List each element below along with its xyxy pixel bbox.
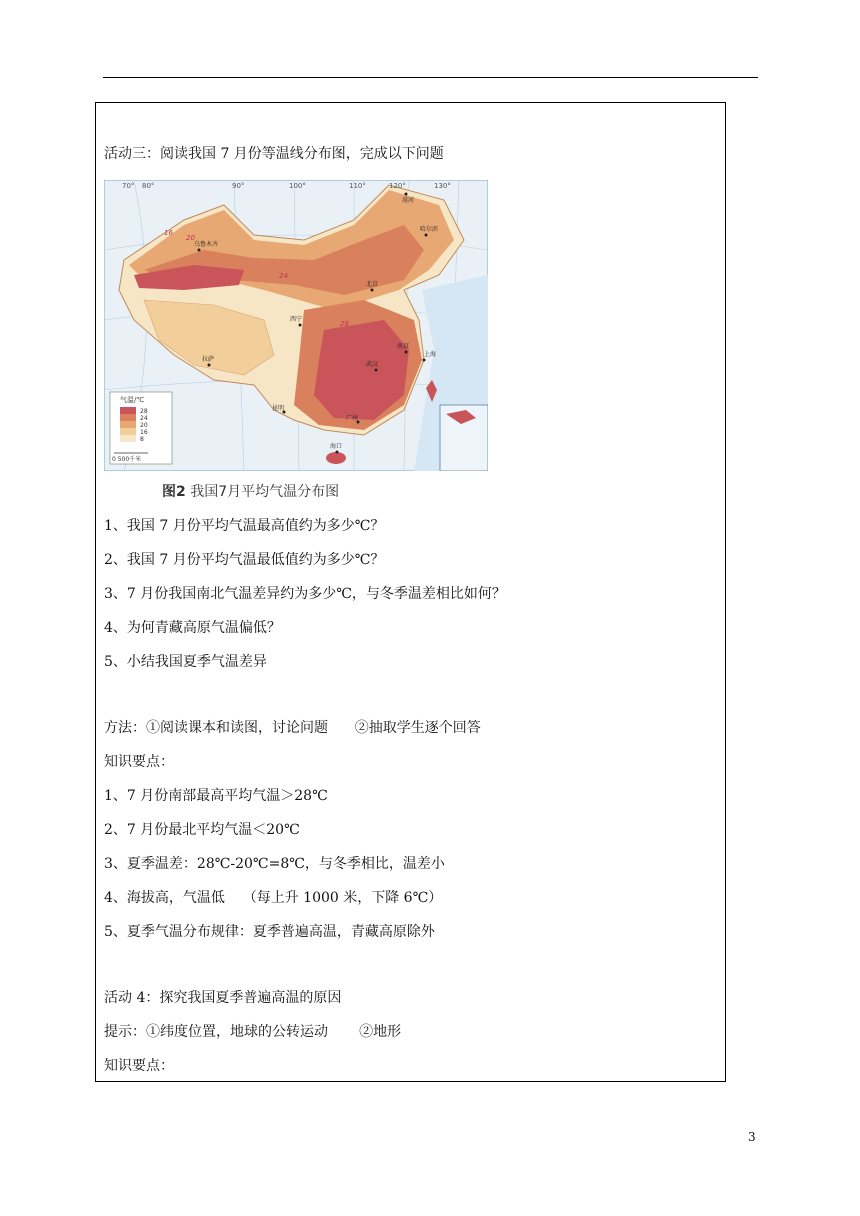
header-rule bbox=[103, 77, 758, 78]
lon-label-130: 130° bbox=[434, 182, 451, 190]
scale-label: 0 500千米 bbox=[112, 456, 142, 463]
china-july-temperature-map bbox=[104, 180, 488, 471]
question-4: 4、为何青藏高原气温偏低？ bbox=[104, 620, 281, 636]
legend-value-8: 8 bbox=[140, 436, 144, 443]
figure-caption bbox=[162, 481, 339, 501]
legend-value-24: 24 bbox=[140, 415, 148, 422]
lon-label-70: 70° bbox=[122, 182, 135, 190]
question-5: 5、小结我国夏季气温差异 bbox=[104, 654, 267, 670]
isotherm-label-16: 16 bbox=[164, 229, 173, 237]
city-wuhan: 武汉 bbox=[366, 361, 379, 368]
city-xining: 西宁 bbox=[290, 316, 303, 323]
legend-value-20: 20 bbox=[140, 422, 148, 429]
isotherm-label-20: 20 bbox=[186, 234, 195, 242]
activity3-title: 活动三：阅读我国 7 月份等温线分布图，完成以下问题 bbox=[104, 146, 444, 162]
city-beijing: 北京 bbox=[366, 281, 379, 288]
city-nanjing: 南京 bbox=[397, 343, 410, 350]
knowledge-point-5: 5、夏季气温分布规律：夏季普遍高温，青藏高原除外 bbox=[104, 924, 435, 940]
lon-label-110: 110° bbox=[349, 182, 366, 190]
city-lhasa: 拉萨 bbox=[202, 356, 215, 363]
city-harbin: 哈尔滨 bbox=[420, 226, 439, 233]
isotherm-label-24: 24 bbox=[279, 272, 288, 280]
knowledge-point-2: 2、7 月份最北平均气温＜20℃ bbox=[104, 822, 300, 838]
city-guangzhou: 广州 bbox=[346, 415, 359, 422]
knowledge-point-1: 1、7 月份南部最高平均气温＞28℃ bbox=[104, 788, 328, 804]
figure-caption-text: 我国7月平均气温分布图 bbox=[190, 484, 340, 500]
hainan bbox=[326, 452, 346, 464]
lon-label-120: 120° bbox=[389, 182, 406, 190]
lon-label-100: 100° bbox=[289, 182, 306, 190]
lon-label-90: 90° bbox=[232, 182, 245, 190]
question-3: 3、7 月份我国南北气温差异约为多少℃，与冬季温差相比如何？ bbox=[104, 586, 506, 602]
page-number: 3 bbox=[748, 1130, 756, 1144]
knowledge-title-4: 知识要点： bbox=[104, 1058, 174, 1074]
city-haikou: 海口 bbox=[330, 443, 343, 450]
knowledge-point-4: 4、海拔高，气温低 （每上升 1000 米，下降 6℃） bbox=[104, 890, 443, 906]
legend-title: 气温/℃ bbox=[120, 396, 145, 404]
method-text: 方法：①阅读课本和读图，讨论问题 ②抽取学生逐个回答 bbox=[104, 720, 481, 736]
city-urumqi: 乌鲁木齐 bbox=[194, 241, 219, 248]
city-kunming: 昆明 bbox=[272, 405, 285, 412]
isotherm-label-28: 28 bbox=[340, 320, 349, 328]
activity4-title: 活动 4：探究我国夏季普遍高温的原因 bbox=[104, 990, 342, 1006]
lon-label-80: 80° bbox=[142, 182, 155, 190]
activity4-hint: 提示：①纬度位置，地球的公转运动 ②地形 bbox=[104, 1024, 402, 1040]
legend-value-28: 28 bbox=[140, 408, 148, 415]
figure-caption-number: 图2 bbox=[162, 484, 186, 500]
city-shanghai: 上海 bbox=[424, 351, 437, 358]
question-2: 2、我国 7 月份平均气温最低值约为多少℃？ bbox=[104, 552, 385, 568]
question-1: 1、我国 7 月份平均气温最高值约为多少℃？ bbox=[104, 518, 385, 534]
knowledge-point-3: 3、夏季温差：28℃-20℃=8℃，与冬季相比，温差小 bbox=[104, 856, 445, 872]
legend-value-16: 16 bbox=[140, 429, 148, 436]
city-mohe: 漠河 bbox=[402, 197, 415, 204]
knowledge-title-3: 知识要点： bbox=[104, 754, 174, 770]
